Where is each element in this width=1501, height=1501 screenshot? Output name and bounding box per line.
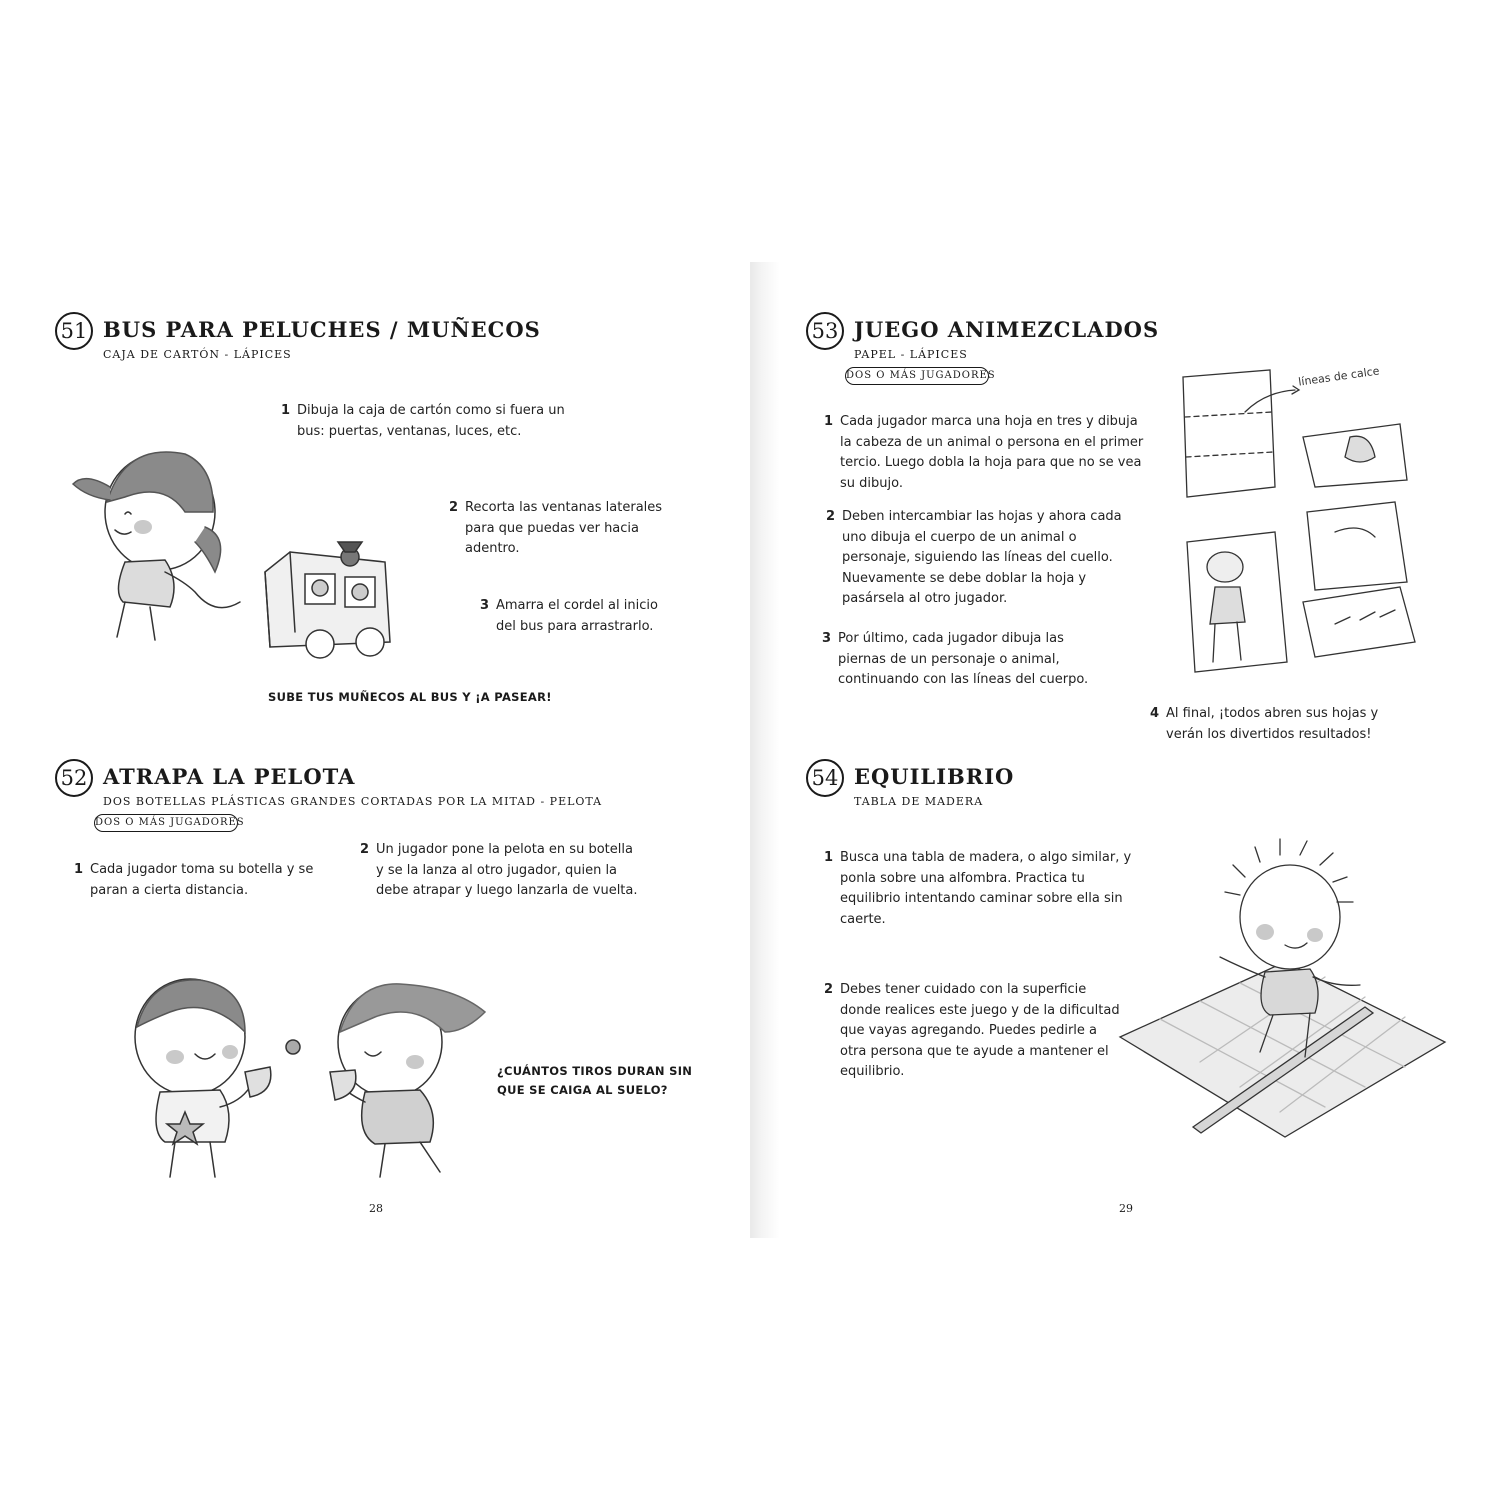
players-badge-52: DOS O MÁS JUGADORES — [94, 814, 238, 832]
activity-materials-51: CAJA DE CARTÓN - LÁPICES — [103, 348, 292, 361]
step-51-1 — [281, 401, 581, 442]
step-51-3 — [480, 596, 680, 637]
step-text: Recorta las ventanas laterales para que puedas ver hacia adentro. — [465, 500, 663, 556]
activity-number-52: 52 — [55, 759, 93, 797]
activity-title-53: JUEGO ANIMEZCLADOS — [854, 317, 1160, 342]
step-text: Cada jugador marca una hoja en tres y dibuja la cabeza de un animal o persona en el primer tercio. Luego dobla la hoja para que no se vea su dibujo. — [840, 414, 1144, 491]
book-spread — [0, 262, 1501, 1238]
activity-title-52: ATRAPA LA PELOTA — [103, 764, 356, 789]
step-52-1 — [74, 860, 334, 901]
step-number: 3 — [480, 598, 490, 613]
right-page — [750, 262, 1501, 1238]
folded-paper-illustration — [1175, 362, 1425, 672]
activity-materials-54: TABLA DE MADERA — [854, 795, 984, 808]
step-text: Deben intercambiar las hojas y ahora cada uno dibuja el cuerpo de un animal o personaje, siguiendo las líneas del cuello. Nuevamente se debe doblar la hoja y pasársela al otro jugador. — [842, 509, 1122, 606]
step-53-2 — [826, 507, 1126, 610]
step-text: Por último, cada jugador dibuja las piernas de un personaje o animal, continuando con las líneas del cuerpo. — [838, 631, 1089, 687]
step-text: Un jugador pone la pelota en su botella y se la lanza al otro jugador, quien la debe atrapar y luego lanzarla de vuelta. — [376, 842, 638, 898]
step-51-2 — [449, 498, 674, 560]
step-54-1 — [824, 848, 1134, 930]
step-number: 1 — [74, 862, 84, 877]
activity-title-54: EQUILIBRIO — [854, 764, 1015, 789]
illustration-label: líneas de calce — [1297, 364, 1381, 389]
step-number: 1 — [824, 414, 834, 429]
step-54-2 — [824, 980, 1124, 1083]
step-number: 2 — [824, 982, 834, 997]
step-text: Amarra el cordel al inicio del bus para arrastrarlo. — [496, 598, 658, 634]
step-text: Dibuja la caja de cartón como si fuera un bus: puertas, ventanas, luces, etc. — [297, 403, 565, 439]
boy-balancing-illustration — [1115, 837, 1450, 1137]
players-badge-53: DOS O MÁS JUGADORES — [845, 367, 989, 385]
step-text: Busca una tabla de madera, o algo similar, y ponla sobre una alfombra. Practica tu equilibrio intentando caminar sobre ella sin caerte. — [840, 850, 1132, 927]
cardboard-bus-illustration — [250, 522, 400, 652]
step-53-3 — [822, 629, 1112, 691]
page-number-right: 29 — [1119, 1202, 1133, 1215]
activity-title-51: BUS PARA PELUCHES / MUÑECOS — [103, 317, 541, 342]
step-52-2 — [360, 840, 640, 902]
page-number-left: 28 — [369, 1202, 383, 1215]
step-number: 2 — [449, 500, 459, 515]
book-gutter-shadow — [750, 262, 780, 1238]
activity-callout-51: SUBE TUS MUÑECOS AL BUS Y ¡A PASEAR! — [268, 690, 552, 704]
step-number: 2 — [360, 842, 370, 857]
activity-materials-53: PAPEL - LÁPICES — [854, 348, 968, 361]
step-53-4 — [1150, 704, 1390, 745]
step-53-1 — [824, 412, 1144, 494]
step-number: 2 — [826, 509, 836, 524]
step-number: 3 — [822, 631, 832, 646]
kids-catching-ball-illustration — [115, 972, 495, 1182]
step-text: Cada jugador toma su botella y se paran a cierta distancia. — [90, 862, 314, 898]
step-text: Debes tener cuidado con la superficie donde realices este juego y de la dificultad que vayas agregando. Puedes pedirle a otra persona que te ayude a mantener el equilibrio. — [840, 982, 1120, 1079]
step-number: 1 — [824, 850, 834, 865]
step-text: Al final, ¡todos abren sus hojas y verán los divertidos resultados! — [1166, 706, 1379, 742]
activity-callout-52: ¿CUÁNTOS TIROS DURAN SIN QUE SE CAIGA AL SUELO? — [497, 1064, 693, 1097]
activity-number-53: 53 — [806, 312, 844, 350]
step-number: 4 — [1150, 706, 1160, 721]
left-page — [0, 262, 750, 1238]
step-number: 1 — [281, 403, 291, 418]
activity-number-54: 54 — [806, 759, 844, 797]
activity-materials-52: DOS BOTELLAS PLÁSTICAS GRANDES CORTADAS POR LA MITAD - PELOTA — [103, 795, 603, 808]
activity-number-51: 51 — [55, 312, 93, 350]
